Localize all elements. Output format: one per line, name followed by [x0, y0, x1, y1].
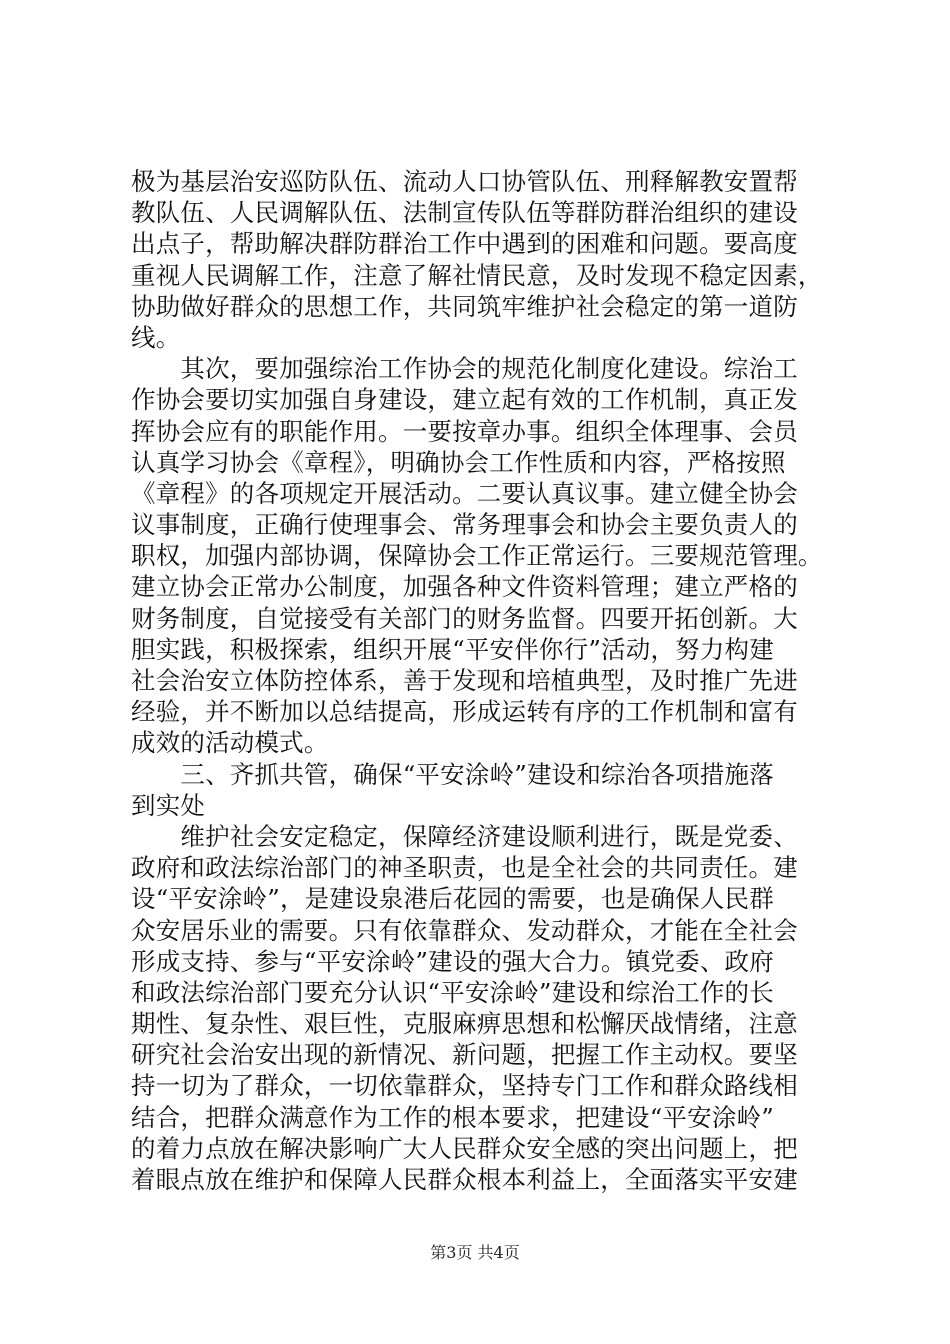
text-line: 极为基层治安巡防队伍、流动人口协管队伍、刑释解教安置帮: [131, 167, 798, 196]
text-line: 胆实践，积极探索，组织开展“平安伴你行”活动，努力构建: [131, 634, 774, 664]
text-line: 成效的活动模式。: [131, 728, 329, 758]
text-line: 结合，把群众满意作为工作的根本要求，把建设“平安涂岭”: [131, 1102, 774, 1132]
text-line: 形成支持、参与“平安涂岭”建设的强大合力。镇党委、政府: [131, 946, 774, 976]
text-line: 的着力点放在解决影响广大人民群众安全感的突出问题上，把: [131, 1133, 798, 1163]
text-line: 政府和政法综治部门的神圣职责，也是全社会的共同责任。建: [131, 853, 798, 883]
document-body: [131, 166, 831, 1195]
text-line: 议事制度，正确行使理事会、常务理事会和协会主要负责人的: [131, 510, 798, 540]
text-line: 维护社会安定稳定，保障经济建设顺利进行，既是党委、: [131, 821, 798, 851]
text-line: 教队伍、人民调解队伍、法制宣传队伍等群防群治组织的建设: [131, 198, 798, 228]
text-line: 期性、复杂性、艰巨性，克服麻痹思想和松懈厌战情绪，注意: [131, 1009, 798, 1039]
text-line: 作协会要切实加强自身建设，建立起有效的工作机制，真正发: [131, 385, 798, 415]
text-line: 重视人民调解工作，注意了解社情民意，及时发现不稳定因素，: [131, 260, 823, 290]
text-line: 众安居乐业的需要。只有依靠群众、发动群众，才能在全社会: [131, 915, 798, 945]
text-line: 《章程》的各项规定开展活动。二要认真议事。建立健全协会: [131, 478, 798, 508]
text-line: 着眼点放在维护和保障人民群众根本利益上，全面落实平安建: [131, 1165, 798, 1194]
text-line: 出点子，帮助解决群防群治工作中遇到的困难和问题。要高度: [131, 229, 798, 259]
text-line: 和政法综治部门要充分认识“平安涂岭”建设和综治工作的长: [131, 977, 774, 1007]
text-line: 设“平安涂岭”，是建设泉港后花园的需要，也是确保人民群: [131, 884, 774, 914]
text-line: 线。: [131, 322, 181, 352]
page-footer: 第3页 共4页: [430, 1243, 520, 1262]
text-line: 财务制度，自觉接受有关部门的财务监督。四要开拓创新。大: [131, 603, 798, 633]
text-line: 协助做好群众的思想工作，共同筑牢维护社会稳定的第一道防: [131, 291, 798, 321]
text-line: 认真学习协会《章程》，明确协会工作性质和内容，严格按照: [131, 447, 786, 477]
text-line: 三、齐抓共管，确保“平安涂岭”建设和综治各项措施落: [131, 759, 774, 789]
text-line: 职权，加强内部协调，保障协会工作正常运行。三要规范管理。: [131, 541, 823, 571]
text-line: 社会治安立体防控体系，善于发现和培植典型，及时推广先进: [131, 666, 798, 695]
text-line: 研究社会治安出现的新情况、新问题，把握工作主动权。要坚: [131, 1040, 798, 1070]
text-line: 建立协会正常办公制度，加强各种文件资料管理；建立严格的: [131, 572, 798, 602]
text-line: 经验，并不断加以总结提高，形成运转有序的工作机制和富有: [131, 697, 798, 727]
text-line: 到实处: [131, 790, 206, 820]
text-line: 挥协会应有的职能作用。一要按章办事。组织全体理事、会员: [131, 416, 798, 446]
text-line: 持一切为了群众，一切依靠群众，坚持专门工作和群众路线相: [131, 1071, 798, 1101]
text-line: 其次，要加强综治工作协会的规范化制度化建设。综治工: [131, 354, 798, 384]
